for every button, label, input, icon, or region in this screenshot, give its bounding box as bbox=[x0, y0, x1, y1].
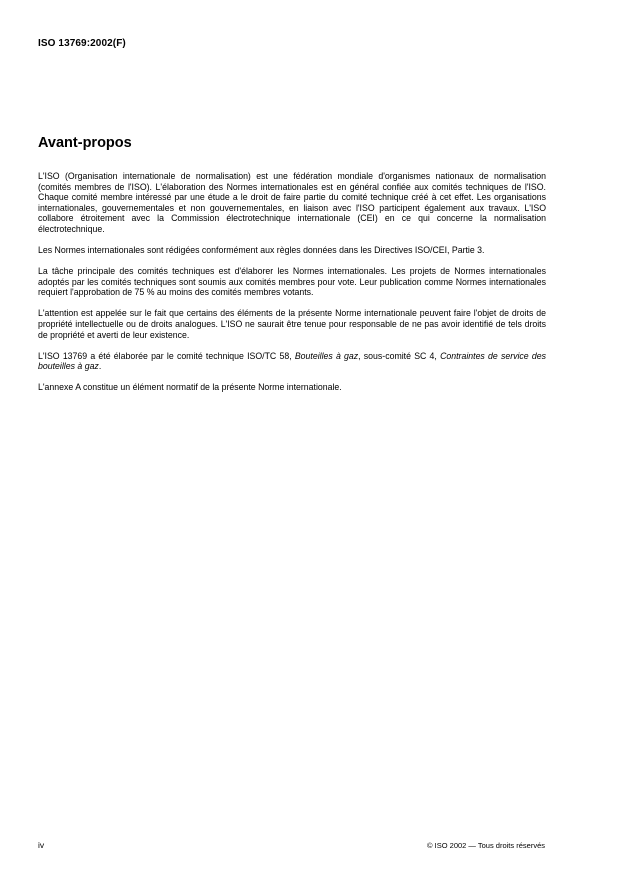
paragraph-technical-committees: La tâche principale des comités techniques est d'élaborer les Normes internationales. Les projets de Normes internationales adoptés par les comités techniques sont soumis aux comités membres pour vote. Leur publication comme Normes internationales requiert l'approbation de 75 % au moins des comités membres votants. bbox=[38, 266, 546, 298]
preparation-text-part2: , sous-comité SC 4, bbox=[358, 350, 441, 361]
paragraph-patent-rights: L'attention est appelée sur le fait que certains des éléments de la présente Norme internationale peuvent faire l'objet de droits de propriété intellectuelle ou de droits analogues. L'ISO ne saurait être tenue pour responsable de ne pas avoir identifié de tels droits de propriété et averti de leur existence. bbox=[38, 308, 546, 340]
committee-title-italic: Bouteilles à gaz bbox=[294, 350, 359, 361]
paragraph-annex: L'annexe A constitue un élément normatif de la présente Norme internationale. bbox=[38, 382, 342, 393]
preparation-text-part3: . bbox=[98, 361, 102, 372]
copyright-notice: © ISO 2002 — Tous droits réservés bbox=[427, 841, 545, 850]
paragraph-directives: Les Normes internationales sont rédigées conformément aux règles données dans les Directives ISO/CEI, Partie 3. bbox=[38, 245, 485, 256]
subcommittee-title-italic: Contraintes de service des bouteilles à gaz bbox=[38, 350, 546, 372]
paragraph-iso-organisation: L'ISO (Organisation internationale de normalisation) est une fédération mondiale d'organismes nationaux de normalisation (comités membres de l'ISO). L'élaboration des Normes internationales est en général confiée aux comités techniques de l'ISO. Chaque comité membre intéressé par une étude a le droit de faire partie du comité technique créé à cet effet. Les organisations internationales, gouvernementales et non gouvernementales, en liaison avec l'ISO participent également aux travaux. L'ISO collabore étroitement avec la Commission électrotechnique internationale (CEI) en ce qui concerne la normalisation électrotechnique. bbox=[38, 171, 546, 234]
paragraph-preparation bbox=[38, 351, 546, 372]
foreword-body bbox=[38, 171, 546, 404]
page-number: iv bbox=[38, 840, 45, 850]
page-title: Avant-propos bbox=[38, 135, 132, 151]
preparation-text-part1: L'ISO 13769 a été élaborée par le comité technique ISO/TC 58, bbox=[38, 350, 295, 361]
document-header-id: ISO 13769:2002(F) bbox=[38, 38, 126, 49]
